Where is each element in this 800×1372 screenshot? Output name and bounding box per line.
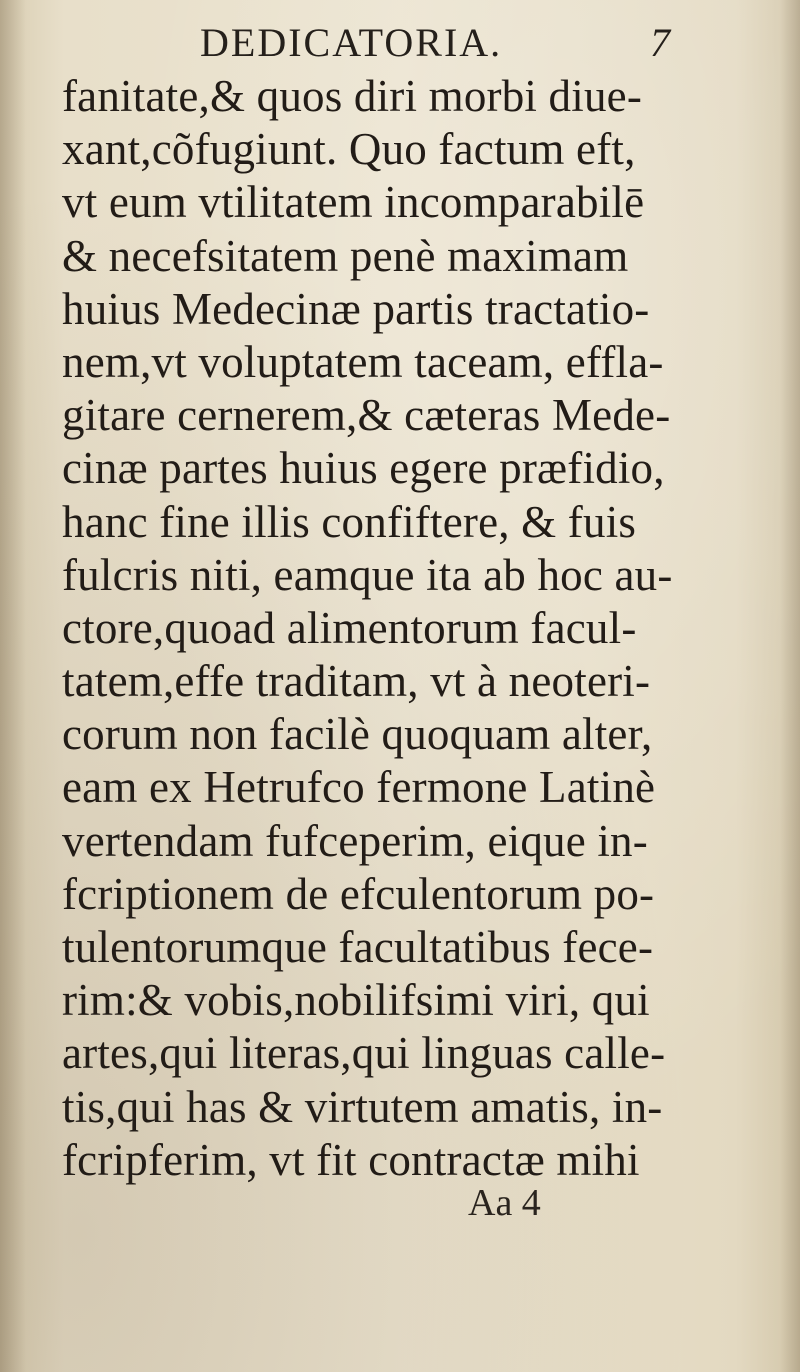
text-line: fulcris niti, eamque ita ab hoc au- [62, 549, 673, 600]
text-line: fcripferim, vt fit contractæ mihi [62, 1134, 640, 1185]
page-edge-shadow-right [780, 0, 800, 1372]
text-line: vt eum vtilitatem incomparabilē [62, 177, 645, 228]
text-line: nem,vt voluptatem taceam, effla- [62, 336, 664, 387]
page-edge-shadow-left [0, 0, 26, 1372]
page-header [0, 18, 800, 68]
text-line: huius Medecinæ partis tractatio- [62, 283, 650, 334]
text-line: hanc fine illis confiftere, & fuis [62, 496, 637, 547]
text-line: rim:& vobis,nobilifsimi viri, qui [62, 975, 650, 1026]
page-number: 7 [650, 20, 670, 65]
text-line: artes,qui literas,qui linguas calle- [62, 1028, 666, 1079]
text-line: xant,cõfugiunt. Quo factum eft, [62, 124, 636, 175]
text-line: ctore,quoad alimentorum facul- [62, 602, 637, 653]
text-line: eam ex Hetrufco fermone Latinè [62, 762, 656, 813]
text-line: & necefsitatem penè maximam [62, 230, 629, 281]
signature-mark: Aa 4 [468, 1182, 541, 1224]
text-line: cinæ partes huius egere præfidio, [62, 443, 665, 494]
text-line: tatem,effe traditam, vt à neoteri- [62, 656, 651, 707]
text-line: fanitate,& quos diri morbi diue- [62, 71, 643, 121]
text-line: fcriptionem de efculentorum po- [62, 868, 655, 919]
text-line: tulentorumque facultatibus fece- [62, 922, 654, 972]
text-line: corum non facilè quoquam alter, [62, 709, 653, 760]
body-text [62, 70, 742, 1187]
running-head: DEDICATORIA. [200, 20, 503, 65]
text-line: gitare cernerem,& cæteras Mede- [62, 390, 671, 441]
text-line: tis,qui has & virtutem amatis, in- [62, 1081, 663, 1132]
text-line: vertendam fufceperim, eique in- [62, 815, 648, 866]
